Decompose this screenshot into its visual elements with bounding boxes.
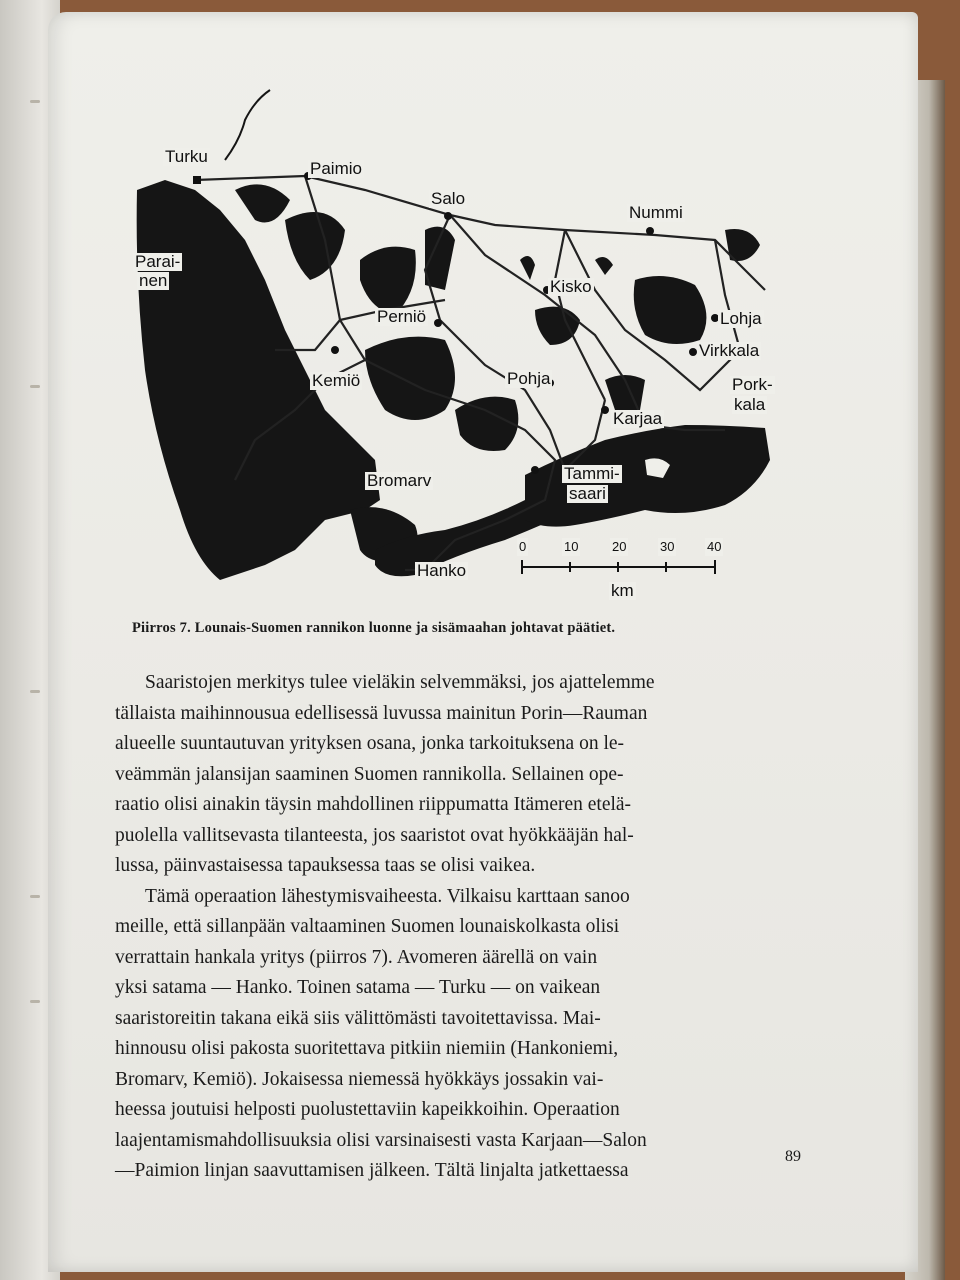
place-label-parainen: Parai- [135,252,181,271]
text-line: Bromarv, Kemiö). Jokaisessa niemessä hyökkäys jossakin vai- [115,1068,604,1090]
scale-tick-label: 0 [519,539,527,554]
place-label-kemio: Kemiö [312,371,361,390]
place-label-bromarv: Bromarv [367,471,432,490]
place-label-virkkala: Virkkala [699,341,760,360]
text-line: —Paimion linjan saavuttamisen jälkeen. Tältä linjalta jatkettaessa [115,1160,629,1181]
place-label-pernio: Perniö [377,307,427,326]
place-label-parainen: nen [139,271,168,290]
scale-tick-label: 20 [612,539,627,554]
binding-stitch [30,385,40,388]
body-text [115,668,815,1187]
text-line: lussa, päinvastaisessa tapauksessa taas se olisi vaikea. [115,855,536,876]
page-number: 89 [785,1148,801,1165]
place-label-lohja: Lohja [720,309,762,328]
text-line: laajentamismahdollisuuksia olisi varsinaisesti vasta Karjaan—Salon [115,1129,647,1151]
text-line: puolella vallitsevasta tilanteesta, jos saaristot ovat hyökkääjän hal- [115,824,634,846]
figure-caption: Piirros 7. Lounais-Suomen rannikon luonne ja sisämaahan johtavat päätiet. [132,620,616,636]
place-label-nummi: Nummi [629,203,683,222]
binding-stitch [30,1000,40,1003]
binding-stitch [30,100,40,103]
place-label-tammisaari: Tammi- [564,464,620,483]
place-label-salo: Salo [431,189,466,208]
text-line: tällaista maihinnousua edellisessä luvussa mainitun Porin—Rauman [115,702,648,724]
place-label-karjaa: Karjaa [613,409,663,428]
place-label-hanko: Hanko [417,561,467,580]
place-label-tammisaari: saari [569,484,606,503]
place-label-porkkala: Pork- [732,375,773,394]
map-drawing [125,80,785,610]
binding-stitch [30,690,40,693]
paragraph [115,668,815,882]
text-line: Saaristojen merkitys tulee vieläkin selvemmäksi, jos ajattelemme [145,672,655,693]
text-line: verrattain hankala yritys (piirros 7). Avomeren äärellä on vain [115,946,598,968]
coast-map [125,80,785,610]
binding-stitch [30,895,40,898]
place-label-pohja: Pohja [507,369,551,388]
text-line: Tämä operaation lähestymisvaiheesta. Vilkaisu karttaan sanoo [145,885,630,907]
place-label-paimio: Paimio [310,159,362,178]
text-line: saaristoreitin takana eikä siis välittömästi tavoitettavissa. Mai- [115,1007,601,1029]
place-label-kisko: Kisko [550,277,592,296]
scale-unit-label: km [611,581,634,600]
text-line: hinnousu olisi pakosta suoritettava pitkiin niemiin (Hankoniemi, [115,1038,619,1059]
place-label-turku: Turku [165,147,208,166]
text-line: heessa joutuisi helposti puolustettaviin kapeikkoihin. Operaation [115,1099,620,1120]
text-line: raatio olisi ainakin täysin mahdollinen riippumatta Itämeren etelä- [115,794,632,815]
scale-tick-label: 10 [564,539,579,554]
place-label-porkkala: kala [734,395,766,414]
text-line: veämmän jalansijan saaminen Suomen rannikolla. Sellainen ope- [115,763,624,785]
scale-tick-label: 30 [660,539,675,554]
text-line: yksi satama — Hanko. Toinen satama — Turku — on vaikean [115,977,601,998]
scale-tick-label: 40 [707,539,722,554]
text-line: meille, että sillanpään valtaaminen Suomen lounaiskolkasta olisi [115,916,620,937]
paragraph [115,882,815,1187]
text-line: alueelle suuntautuvan yrityksen osana, jonka tarkoituksena on le- [115,733,625,754]
